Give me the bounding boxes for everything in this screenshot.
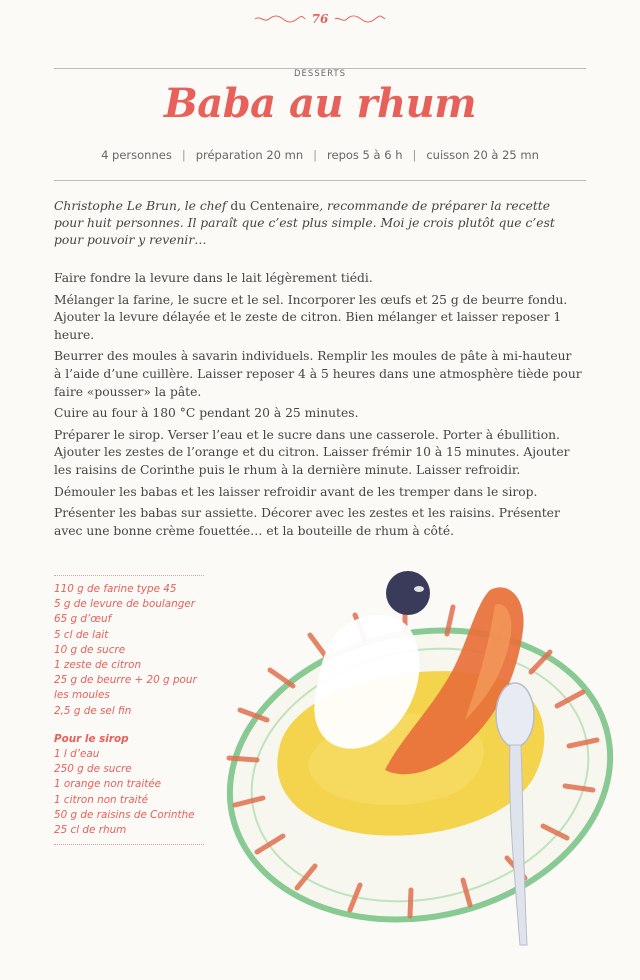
ingredient-item: 10 g de sucre [54,643,126,656]
ingredients-bottom-rule [54,844,204,845]
intro-restaurant-name: du Centenaire [226,199,320,213]
raisin [386,571,430,615]
meta-rest: repos 5 à 6 h [327,148,403,162]
meta-preparation: préparation 20 mn [195,148,304,162]
ingredient-item: 5 cl de lait [54,628,109,641]
ingredient-item: 2,5 g de sel fin [54,704,132,717]
ornament-left-icon [254,14,306,24]
syrup-ingredient-item: 1 orange non traitée [54,778,162,791]
meta-cooking: cuisson 20 à 25 mn [426,148,539,162]
intro-part-3: , recommande de préparer la recette pour huit personnes. Il paraît que c’est plus simple. Moi je crois plutôt que c’est pour pouvoir y revenir… [54,199,555,247]
section-label [0,61,640,80]
syrup-ingredient-item: 1 l d’eau [54,748,100,761]
meta-divider [54,180,586,181]
raisin-highlight [414,586,424,592]
page-number: 76 [311,12,329,26]
spoon-bowl [496,683,534,747]
meta-separator: | [181,148,186,162]
ingredient-item: 1 zeste de citron [54,659,142,672]
syrup-ingredient-item: 50 g de raisins de Corinthe [54,808,195,821]
step-paragraph: Mélanger la farine, le sucre et le sel. Incorporer les œufs et 25 g de beurre fondu. Ajouter la levure délayée et le zeste de citron. Bien mélanger et laisser reposer 1 heure. [54,292,568,342]
intro-part-1: Christophe Le Brun, le chef [54,199,227,213]
step-paragraph: Faire fondre la levure dans le lait légèrement tiédi. [54,271,373,285]
meta-separator: | [313,148,318,162]
syrup-title: Pour le sirop [54,732,129,745]
meta-separator: | [412,148,417,162]
step-paragraph: Préparer le sirop. Verser l’eau et le sucre dans une casserole. Porter à ébullition. Ajouter les zestes de l’orange et du citron. Laisser frémir 10 à 15 minutes. Ajouter les raisins de Corinthe puis le rhum à la dernière minute. Laisser refroidir. [54,427,570,477]
syrup-ingredient-item: 25 cl de rhum [54,824,127,837]
section-text: DESSERTS [286,69,354,79]
step-paragraph: Démouler les babas et les laisser refroidir avant de les tremper dans le sirop. [54,484,538,499]
recipe-steps [54,270,582,544]
ingredient-item: 110 g de farine type 45 [54,583,177,595]
recipe-intro [54,198,574,249]
ingredients-top-rule [54,575,204,576]
ingredient-item: 5 g de levure de boulanger [54,598,196,611]
syrup-ingredient-item: 1 citron non traité [54,793,149,806]
recipe-title: Baba au rhum [163,80,477,127]
step-paragraph: Beurrer des moules à savarin individuels. Remplir les moules de pâte à mi-hauteur à l’aide d’une cuillère. Laisser reposer 4 à 5 heures dans une atmosphère tiède pour faire «pousser» la pâte. [54,349,582,399]
step-paragraph: Cuire au four à 180 °C pendant 20 à 25 minutes. [54,406,359,421]
meta-servings: 4 personnes [101,148,172,162]
ingredients-list [54,575,214,845]
syrup-ingredient-item: 250 g de sucre [54,763,132,776]
ingredient-item: 25 g de beurre + 20 g pour les moules [54,674,197,702]
page-header [0,12,640,26]
baba-illustration [205,560,625,960]
recipe-meta [0,148,640,162]
ingredient-item: 65 g d’œuf [54,613,112,626]
step-paragraph: Présenter les babas sur assiette. Décorer avec les zestes et les raisins. Présenter avec une bonne crème fouettée… et la bouteille de rhum à côté. [54,506,560,538]
ornament-right-icon [334,14,386,24]
